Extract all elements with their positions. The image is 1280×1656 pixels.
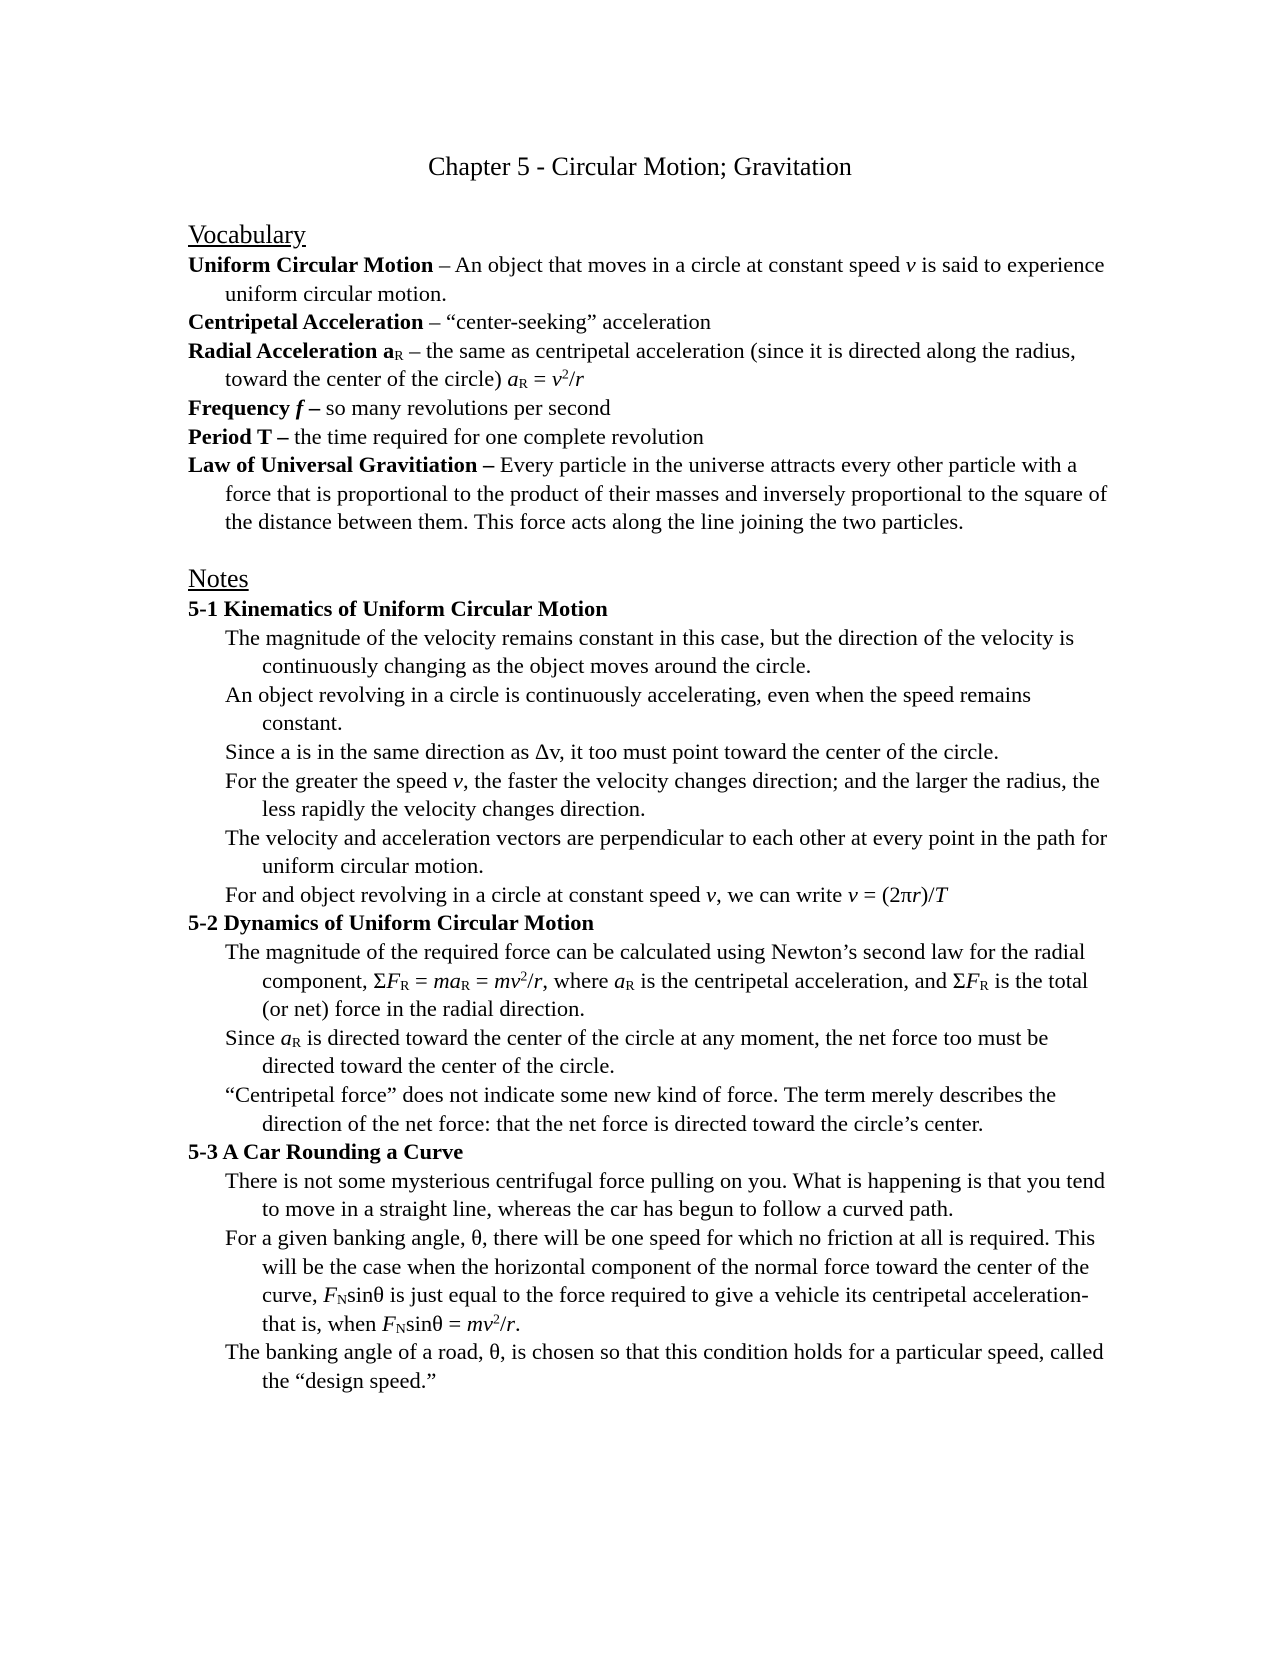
subsection-title-5-3: 5-3 A Car Rounding a Curve	[188, 1139, 464, 1165]
note-item: The magnitude of the required force can be calculated using Newton’s second law for the radial component, $\Sigma F_R = ma_R = mv^2/r$, where $a_R$ is the centripetal acceleration, and $\Sigma F_R$ is the total (or net) force in the radial direction.	[225, 939, 1089, 1022]
note-item: An object revolving in a circle is continuously accelerating, even when the speed remains constant.	[225, 681, 1031, 736]
vocab-term: Period T	[188, 423, 272, 449]
note-item: The banking angle of a road, θ, is chosen so that this condition holds for a particular speed, called the “design speed.”	[225, 1339, 1104, 1393]
section-spacer	[188, 537, 1108, 563]
vocab-centripetal-acceleration: Centripetal Acceleration – “center-seeking” acceleration	[188, 309, 712, 335]
page-title: Chapter 5 - Circular Motion; Gravitation	[428, 152, 852, 181]
notes-heading: Notes	[188, 563, 249, 593]
vocab-period: Period T – the time required for one complete revolution	[188, 423, 704, 449]
vocab-uniform-circular-motion: Uniform Circular Motion – An object that moves in a circle at constant speed v is said to experience uniform circular motion.	[188, 252, 1105, 306]
document-body	[188, 219, 1108, 1396]
vocab-term: Frequency	[188, 394, 296, 420]
note-item: Since $a_R$ is directed toward the center of the circle at any moment, the net force too must be directed toward the center of the circle.	[225, 1024, 1049, 1079]
vocab-law-of-universal-gravitation: Law of Universal Gravitiation – Every particle in the universe attracts every other particle with a force that is proportional to the product of their masses and inversely proportional to the square of the distance between them. This force acts along the line joining the two particles.	[188, 452, 1108, 535]
subsection-title-5-2: 5-2 Dynamics of Uniform Circular Motion	[188, 910, 594, 936]
vocab-term: Radial Acceleration a	[188, 337, 395, 363]
vocab-term: Uniform Circular Motion	[188, 252, 434, 277]
note-item: “Centripetal force” does not indicate some new kind of force. The term merely describes the direction of the net force: that the net force is directed toward the circle’s center.	[225, 1082, 1057, 1136]
note-item: For the greater the speed v, the faster the velocity changes direction; and the larger the radius, the less rapidly the velocity changes direction.	[225, 767, 1100, 822]
vocabulary-heading: Vocabulary	[188, 220, 306, 249]
subsection-title-5-1: 5-1 Kinematics of Uniform Circular Motion	[188, 595, 608, 621]
vocab-frequency: Frequency f – so many revolutions per second	[188, 394, 611, 420]
vocab-term: Centripetal Acceleration	[188, 309, 424, 335]
note-item: For a given banking angle, θ, there will be one speed for which no friction at all is required. This will be the case when the horizontal component of the normal force toward the center of the curve, $F_N\sin\theta$ is just equal to the force required to give a vehicle its centripetal acceleration-that is, when $F_N\sin\theta = mv^2/r$.	[225, 1225, 1096, 1337]
note-item: There is not some mysterious centrifugal force pulling on you. What is happening is that you tend to move in a straight line, whereas the car has begun to follow a curved path.	[225, 1167, 1106, 1222]
note-item: The velocity and acceleration vectors are perpendicular to each other at every point in the path for uniform circular motion.	[225, 824, 1108, 879]
note-item: The magnitude of the velocity remains constant in this case, but the direction of the velocity is continuously changing as the object moves around the circle.	[225, 624, 1075, 679]
vocab-term: Law of Universal Gravitiation	[188, 452, 478, 478]
note-item: Since a is in the same direction as Δv, it too must point toward the center of the circle.	[225, 738, 1000, 764]
vocab-radial-acceleration: Radial Acceleration $a_R$ – the same as centripetal acceleration (since it is directed along the radius, toward the center of the circle) $a_R = v^2/r$	[188, 337, 1076, 393]
note-item: For and object revolving in a circle at constant speed v, we can write v = (2πr)/T	[225, 881, 947, 907]
